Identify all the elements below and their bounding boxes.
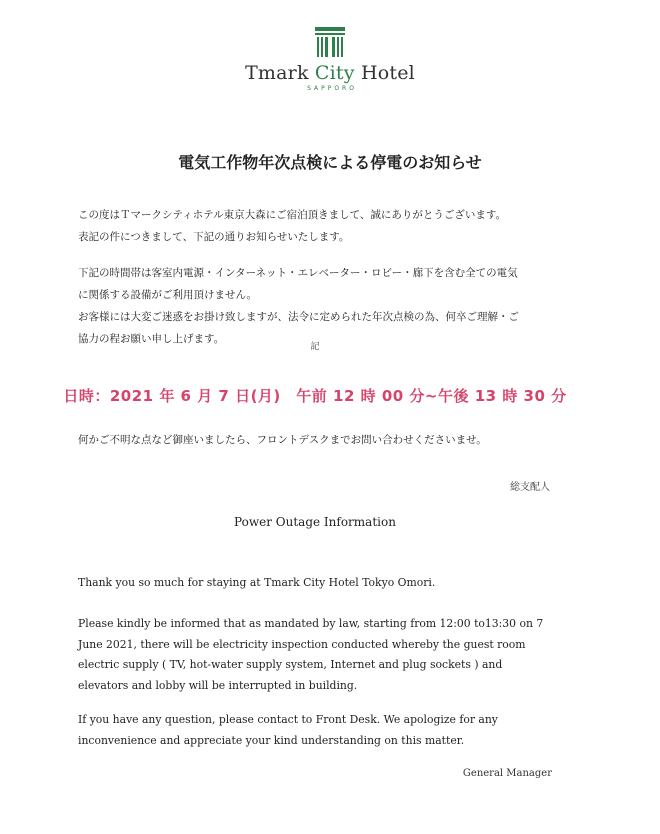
signature-en: General Manager <box>462 768 552 779</box>
para-en <box>78 614 578 696</box>
signature-ja: 総支配人 <box>510 482 550 493</box>
body-ja-line: 協力の程お願い申し上げます。 <box>78 333 225 345</box>
hotel-logo <box>0 26 660 92</box>
notice-title-ja: 電気工作物年次点検による停電のお知らせ <box>178 153 482 172</box>
inquiry-ja: 何かご不明な点など御座いましたら、フロントデスクまでお問い合わせくださいませ。 <box>78 434 487 446</box>
thanks-en <box>78 573 578 594</box>
para-en-line: Please kindly be informed that as mandated by law, starting from 12:00 to13:30 on 7 <box>78 617 544 630</box>
ki-mark: 記 <box>310 342 320 352</box>
outage-datetime: 日時：2021 年 6 月 7 日(月) 午前 12 時 00 分~午後 13 時 30 分 <box>63 387 567 405</box>
body-ja-line: に関係する設備がご利用頂けません。 <box>78 289 258 301</box>
question-en-line: If you have any question, please contact to Front Desk. We apologize for any <box>78 713 498 726</box>
para-en-line: elevators and lobby will be interrupted in building. <box>78 678 358 692</box>
body-ja <box>78 262 598 350</box>
para-en-line: June 2021, there will be electricity inspection conducted whereby the guest room <box>78 637 526 651</box>
body-ja-line: お客様には大変ご迷惑をお掛け致しますが、法令に定められた年次点検の為、何卒ご理解・ご <box>78 311 519 323</box>
question-en-line: inconvenience and appreciate your kind understanding on this matter. <box>78 733 465 747</box>
body-ja-line: 下記の時間帯は客室内電源・インターネット・エレベーター・ロビー・廊下を含む全ての電気 <box>78 267 518 279</box>
hotel-logo-mark-icon <box>314 26 346 58</box>
hotel-name: Tmark City Hotel <box>245 62 415 84</box>
greeting-ja <box>78 204 598 248</box>
question-en <box>78 710 578 751</box>
greeting-ja-line: この度はＴマークシティホテル東京大森にご宿泊頂きまして、誠にありがとうございます。 <box>78 209 507 221</box>
notice-title-en: Power Outage Information <box>234 515 396 529</box>
hotel-location: SAPPORO <box>307 85 357 92</box>
para-en-line: electric supply ( TV, hot-water supply system, Internet and plug sockets ) and <box>78 658 503 671</box>
thanks-en-line: Thank you so much for staying at Tmark City Hotel Tokyo Omori. <box>78 576 436 589</box>
greeting-ja-line: 表記の件につきまして、下記の通りお知らせいたします。 <box>78 231 350 243</box>
